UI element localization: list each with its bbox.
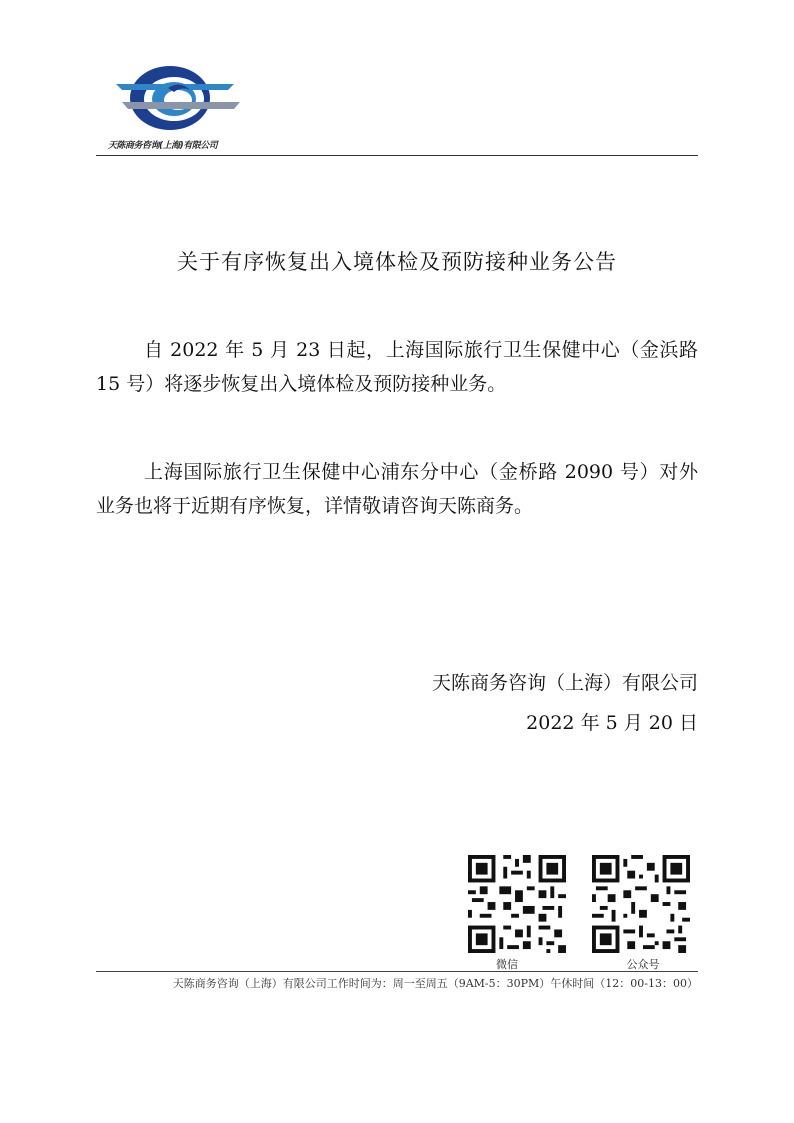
company-logo	[108, 62, 256, 152]
signature-date: 2022 年 5 月 20 日	[526, 712, 698, 734]
header-divider	[96, 155, 698, 156]
notice-paragraph-2: 上海国际旅行卫生保健中心浦东分中心（金桥路 2090 号）对外业务也将于近期有序恢复，详情敬请咨询天陈商务。	[96, 461, 698, 517]
signature-company: 天陈商务咨询（上海）有限公司	[431, 672, 698, 694]
qr-label-wechat: 微信	[496, 958, 518, 971]
notice-paragraph-1: 自 2022 年 5 月 23 日起，上海国际旅行卫生保健中心（金浜路 15 号）将逐步恢复出入境体检及预防接种业务。	[96, 339, 698, 395]
logo-text: 天陈商务咨询(上海)有限公司	[108, 141, 218, 151]
footer-hours: 天陈商务咨询（上海）有限公司工作时间为：周一至周五（9AM-5：30PM）午休时间（12：00-13：00）	[172, 977, 698, 990]
company-logo-icon	[116, 62, 246, 138]
qr-label-official-account: 公众号	[626, 958, 660, 971]
qr-code-icon	[592, 855, 690, 953]
qr-code-icon	[468, 855, 566, 953]
notice-title: 关于有序恢复出入境体检及预防接种业务公告	[177, 250, 617, 274]
footer-divider	[96, 971, 698, 972]
